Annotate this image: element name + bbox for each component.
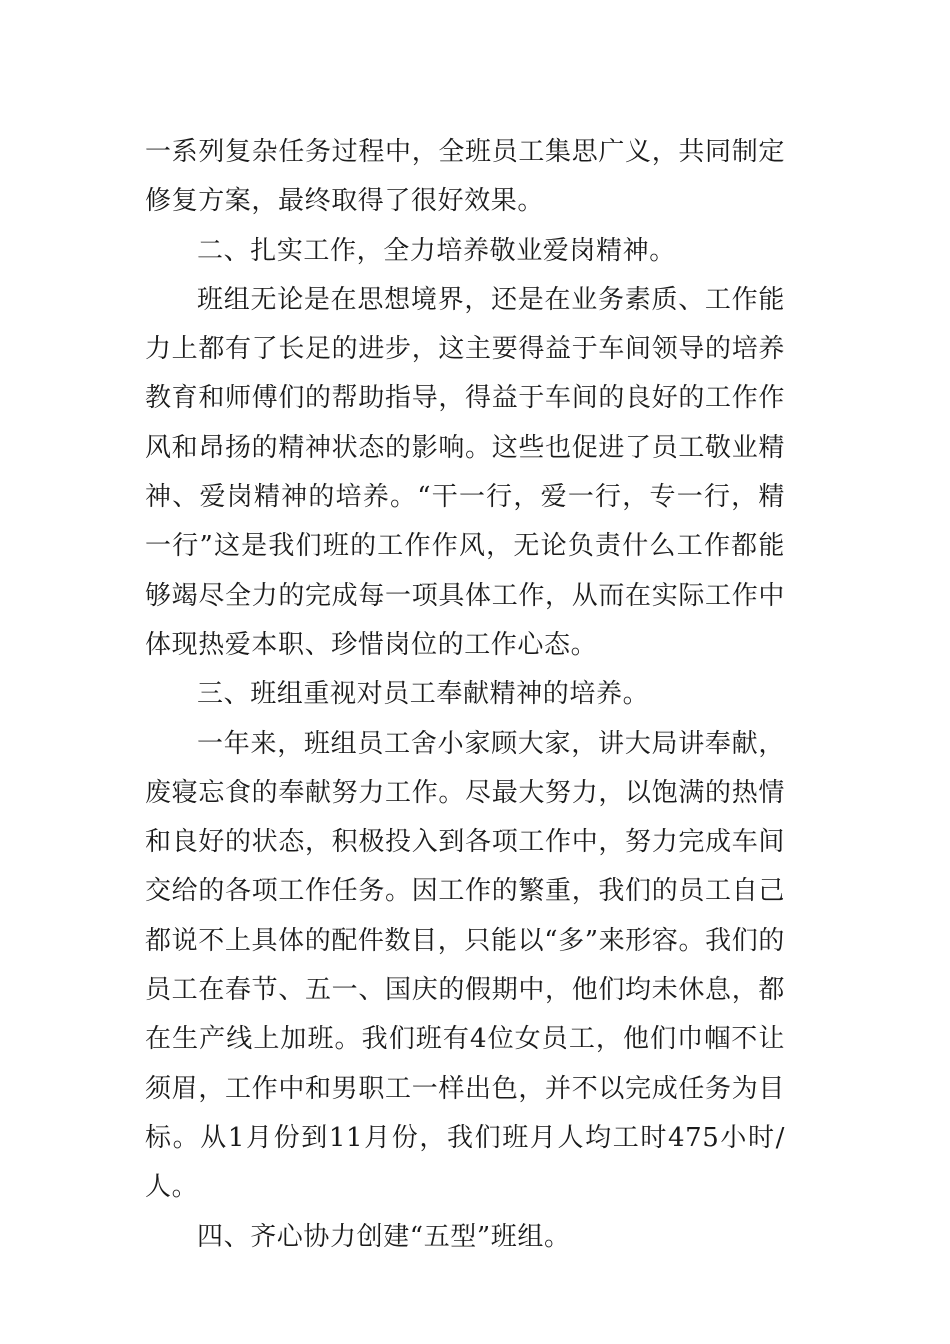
document-body [145, 128, 785, 1262]
paragraph: 班组无论是在思想境界，还是在业务素质、工作能力上都有了长足的进步，这主要得益于车间领导的培养教育和师傅们的帮助指导，得益于车间的良好的工作作风和昂扬的精神状态的影响。这些也促进了员工敬业精神、爱岗精神的培养。“干一行，爱一行，专一行，精一行”这是我们班的工作作风，无论负责什么工作都能够竭尽全力的完成每一项具体工作，从而在实际工作中体现热爱本职、珍惜岗位的工作心态。 [145, 284, 785, 660]
paragraph: 一系列复杂任务过程中，全班员工集思广义，共同制定修复方案，最终取得了很好效果。 [145, 137, 785, 217]
paragraph: 一年来，班组员工舍小家顾大家，讲大局讲奉献，废寝忘食的奉献努力工作。尽最大努力，以饱满的热情和良好的状态，积极投入到各项工作中，努力完成车间交给的各项工作任务。因工作的繁重，我们的员工自己都说不上具体的配件数目，只能以“多”来形容。我们的员工在春节、五一、国庆的假期中，他们均未休息，都在生产线上加班。我们班有4位女员工，他们巾帼不让须眉，工作中和男职工一样出色，并不以完成任务为目标。从1月份到11月份，我们班月人均工时475小时/人。 [145, 728, 785, 1203]
section-heading-4: 四、齐心协力创建“五型”班组。 [197, 1221, 571, 1252]
section-heading-3: 三、班组重视对员工奉献精神的培养。 [197, 679, 650, 710]
section-heading-2: 二、扎实工作，全力培养敬业爱岗精神。 [197, 235, 676, 266]
